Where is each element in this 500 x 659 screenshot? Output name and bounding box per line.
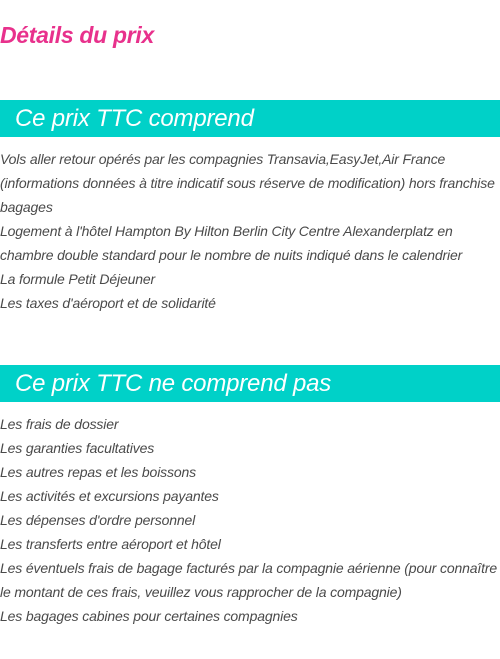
included-heading: Ce prix TTC comprend — [0, 100, 500, 137]
list-item: Les taxes d'aéroport et de solidarité — [0, 295, 216, 311]
list-item: Les autres repas et les boissons — [0, 464, 196, 480]
list-item: Logement à l'hôtel Hampton By Hilton Berlin City Centre Alexanderplatz en chambre double standard pour le nombre de nuits indiqué dans le calendrier — [0, 223, 463, 263]
excluded-list — [0, 412, 500, 628]
list-item: Les transferts entre aéroport et hôtel — [0, 536, 221, 552]
list-item: Vols aller retour opérés par les compagnies Transavia,EasyJet,Air France (informations données à titre indicatif sous réserve de modification) hors franchise bagages — [0, 151, 495, 215]
list-item: La formule Petit Déjeuner — [0, 271, 156, 287]
list-item: Les activités et excursions payantes — [0, 488, 219, 504]
list-item: Les dépenses d'ordre personnel — [0, 512, 196, 528]
included-list — [0, 147, 500, 315]
list-item: Les garanties facultatives — [0, 440, 155, 456]
excluded-heading: Ce prix TTC ne comprend pas — [0, 365, 500, 402]
list-item: Les frais de dossier — [0, 416, 119, 432]
list-item: Les bagages cabines pour certaines compagnies — [0, 608, 298, 624]
page-title: Détails du prix — [0, 22, 154, 48]
list-item: Les éventuels frais de bagage facturés par la compagnie aérienne (pour connaître le montant de ces frais, veuillez vous rapprocher de la compagnie) — [0, 560, 497, 600]
